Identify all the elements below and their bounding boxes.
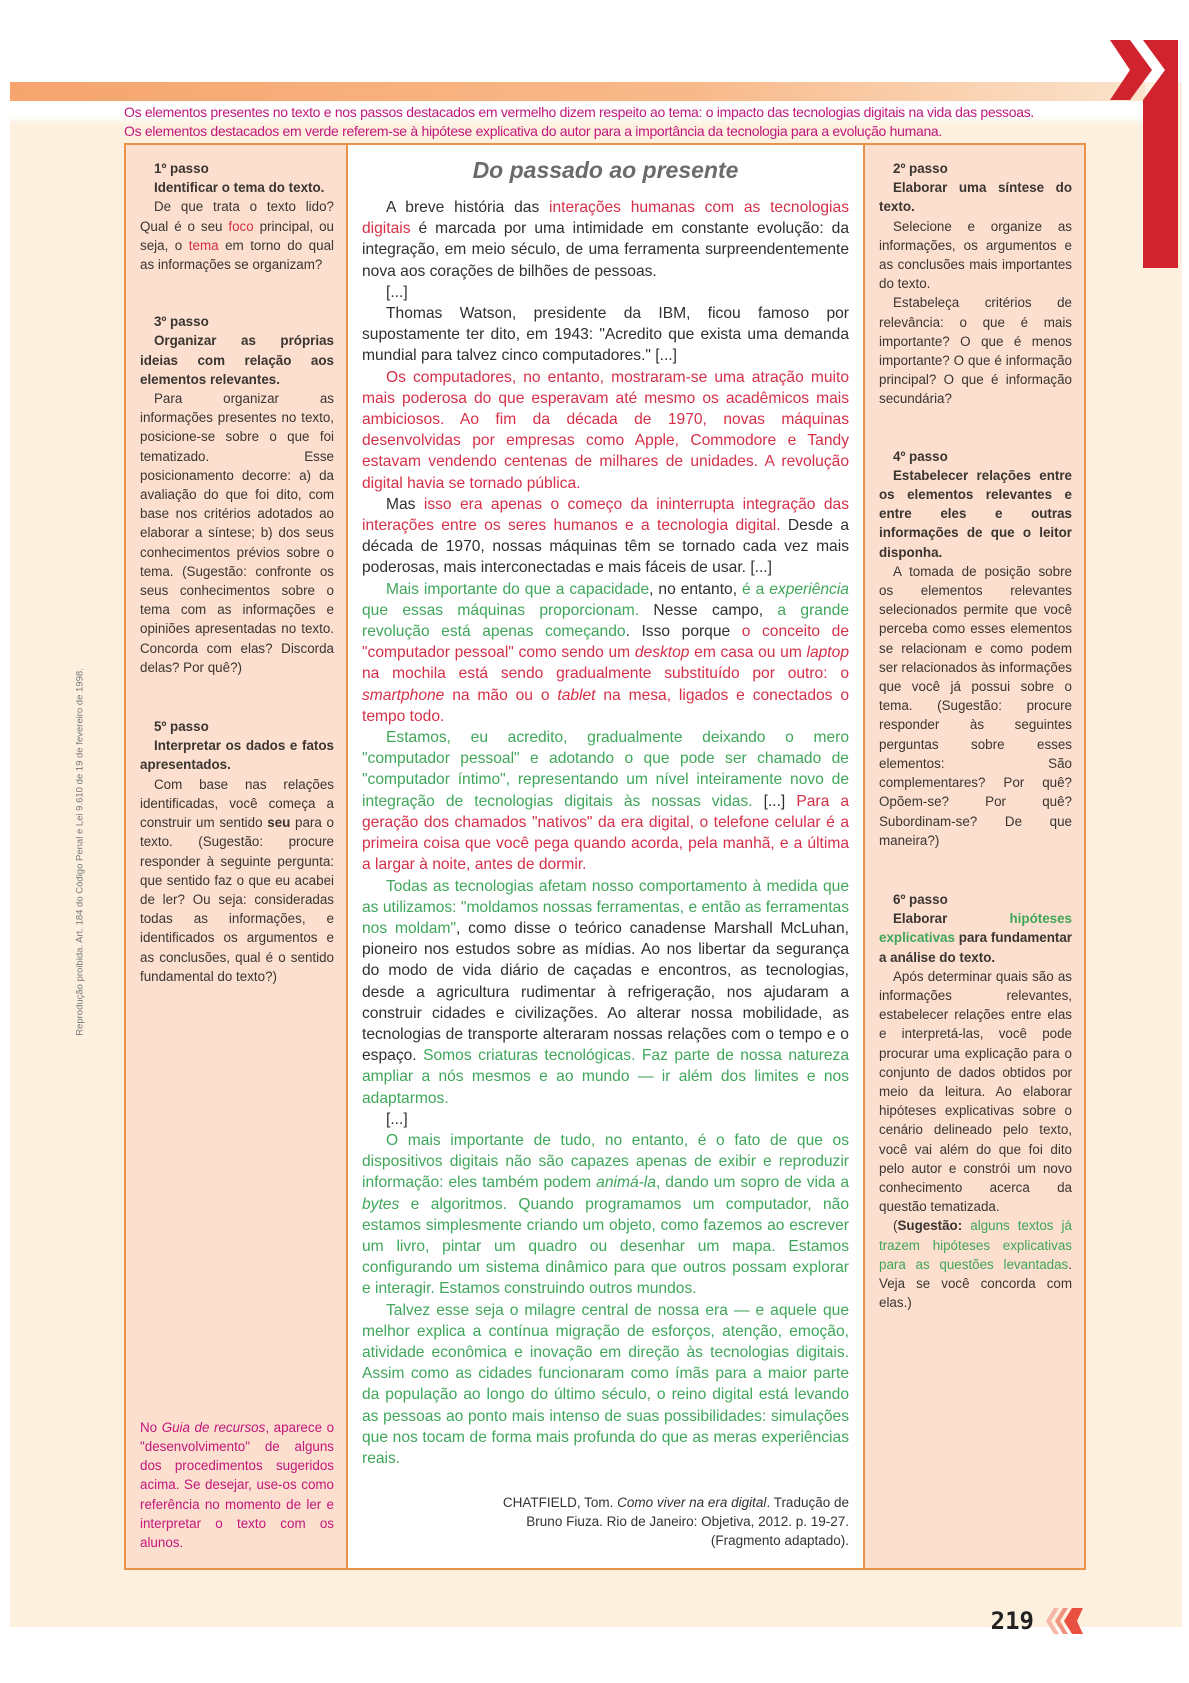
text-segment: Para a geração dos chamados "nativos" da era digital, o telefone celular é a primeira coisa que você pega quando acorda, pela manhã, e a última a largar à noite, antes de dormir. [362, 792, 849, 874]
right-steps-column [863, 145, 1084, 1568]
header-note-line-1: Os elementos presentes no texto e nos passos destacados em vermelho dizem respeito ao tema: o impacto das tecnologias digitais na vida das pessoas. [124, 104, 1034, 120]
step-body [140, 197, 334, 274]
step-body [879, 967, 1072, 1217]
step-1 [140, 159, 334, 274]
text-segment: a grande revolução está apenas começando [362, 601, 849, 641]
chapter-tab-icon [1110, 40, 1182, 270]
text-segment: . Veja se você concorda com elas.) [879, 1256, 1072, 1311]
step-title [140, 331, 334, 389]
text-segment: Sugestão: [897, 1218, 963, 1234]
text-segment: Talvez esse seja o milagre central de nossa era — e aquele que melhor explica a contínua migração de esforços, atenção, emoção, atividade econômica e inovação em direção às tecnologias digitais. Assim como as cidades funcionaram como ímãs para a maior parte da população ao longo do último século, o reino digital está levando as pessoas ao ponto mais intenso de suas possibilidades: simulações que nos tocam de forma mais profunda do que as meras experiências reais. [362, 1301, 849, 1467]
text-segment: [...] [386, 1110, 408, 1128]
text-segment: CHATFIELD, Tom. [502, 1495, 618, 1511]
text-paragraph [362, 1109, 849, 1130]
text-segment: smartphone [362, 686, 445, 704]
step-title [879, 178, 1072, 216]
text-segment: Identificar o tema do texto. [154, 180, 325, 196]
text-segment: Para organizar as informações presentes no texto, posicione-se sobre o que foi tematizado. Esse posicionamento decorre: a) da avaliação do que foi dito, com base nos critérios adotados ao elaborar a síntese; b) dos seus conhecimentos prévios sobre o tema. (Sugestão: confronte os seus conhecimentos sobre o tema com as informações e opiniões apresentadas no texto. Concorda com elas? Discorda delas? Por quê?) [140, 391, 334, 675]
text-segment: desktop [634, 644, 690, 662]
text-title: Do passado ao presente [472, 157, 739, 183]
step-body [879, 562, 1072, 850]
text-segment: Organizar as próprias ideias com relação aos elementos relevantes. [140, 333, 334, 387]
text-segment: O mais importante de tudo, no entanto, é o fato de que os dispositivos digitais não são capazes apenas de exibir e reproduzir informação: eles também podem [362, 1131, 849, 1192]
step-body [140, 775, 334, 986]
teacher-note [140, 1388, 334, 1552]
text-segment: é a [742, 580, 770, 598]
step-title [879, 466, 1072, 562]
top-color-bar [10, 82, 1145, 101]
text-segment: experiência [769, 580, 849, 598]
step-label: 4º passo [893, 448, 948, 464]
text-segment: Elaborar uma síntese do texto. [879, 180, 1072, 215]
step-3 [140, 312, 334, 677]
text-segment: bytes [362, 1195, 400, 1213]
text-segment: Somos criaturas tecnológicas. Faz parte de nossa natureza ampliar a nós mesmos e ao mundo — ir além dos limites e nos adaptarmos. [362, 1047, 849, 1107]
text-body [362, 197, 849, 1469]
text-segment: laptop [806, 644, 849, 662]
citation [429, 1493, 849, 1550]
header-note [124, 103, 1134, 141]
text-segment: , dando um sopro de vida a [655, 1174, 850, 1192]
text-segment: Selecione e organize as informações, os argumentos e as conclusões mais importantes do texto. [879, 218, 1072, 292]
text-segment: . Isso porque [625, 623, 742, 641]
step-body [879, 217, 1072, 294]
text-segment: o conceito de "computador pessoal" como sendo um [362, 623, 849, 662]
text-segment: e algoritmos. Quando programamos um computador, não estamos simplesmente criando um objeto, como fazemos ao escrever um livro, pintar um quadro ou desenhar um mapa. Estamos configurando um sistema dinâmico para que outros possam explorar e interagir. Estamos construindo outros mundos. [362, 1195, 849, 1298]
text-segment: é marcada por uma intimidade em constante evolução: da integração, em meio século, de uma ferramenta surpreendentemente nova aos corações de bilhões de pessoas. [362, 220, 849, 280]
text-segment: , como disse o teórico canadense Marshall McLuhan, pioneiro nos estudos sobre as mídias. Ao nos libertar da segurança do modo de vida diário de caçadas e encontros, as tecnologias, desde a agricultura rudimentar à refrigeração, nos ajudaram a construir cidades e civilizações. Ao alterar nossa mobilidade, as tecnologias de transporte alteraram nossas relações com o tempo e o espaço. [362, 919, 849, 1065]
text-segment: Estamos, eu acredito, gradualmente deixando o mero "computador pessoal" e adotando o que pode ser chamado de "computador íntimo", representando um nível inteiramente novo de integração de tecnologias digitais às nossas vidas. [362, 729, 849, 810]
chevron-left-icon [1044, 1606, 1084, 1636]
text-segment: Interpretar os dados e fatos apresentados. [140, 738, 334, 773]
page-number: 219 [990, 1607, 1034, 1636]
step-4 [879, 447, 1072, 850]
step-body [140, 389, 334, 677]
step-6 [879, 890, 1072, 1312]
text-segment: tema [188, 237, 219, 253]
text-paragraph [362, 1130, 849, 1300]
text-segment: Os computadores, no entanto, mostraram-se uma atração muito mais poderosa do que esperavam até mesmo os acadêmicos mais ambiciosos. Ao fim da década de 1970, novas máquinas desenvolvidas por empresas como Apple, Commodore e Tandy estavam vendendo centenas de milhares de unidades. A revolução digital havia se tornado pública. [362, 368, 849, 492]
text-segment: Mais importante do que a capacidade [386, 580, 650, 598]
left-steps-column [126, 145, 348, 1568]
text-segment: Thomas Watson, presidente da IBM, ficou famoso por supostamente ter dito, em 1943: "Acredito que exista uma demanda mundial para talvez cinco computadores." [...] [362, 305, 849, 365]
text-paragraph [362, 282, 849, 303]
text-segment: , aparece o "desenvolvimento" de alguns dos procedimentos sugeridos acima. Se desejar, use-os como referência no momento de ler e interpretar o texto com os alunos. [140, 1419, 335, 1550]
copyright-notice: Reprodução proibida. Art. 184 do Código Penal e Lei 9.610 de 19 de fevereiro de 1998. [74, 668, 86, 1036]
text-segment: Estabelecer relações entre os elementos relevantes e entre eles e outras informações de que o leitor disponha. [879, 467, 1072, 560]
text-segment: Todas as tecnologias afetam nosso comportamento à medida que as utilizamos: "moldamos nossas ferramentas, e então as ferramentas nos moldam" [362, 877, 849, 937]
text-segment: Nesse campo, [639, 601, 778, 619]
text-segment: tablet [557, 686, 596, 704]
text-segment: para o texto. (Sugestão: procure responder à seguinte pergunta: que sentido faz o que eu acabei de ler? Ou seja: consideradas todas as informações, e identificados os argumentos e as conclusões, qual é o sentido fundamental do texto?) [140, 815, 334, 984]
step-label: 2º passo [893, 161, 948, 176]
text-segment: De que trata o texto lido? Qual é o seu [140, 199, 334, 234]
text-segment: No [140, 1419, 162, 1435]
text-segment: A breve história das [386, 199, 550, 216]
text-segment: Guia de recursos [161, 1419, 266, 1435]
text-segment: alguns textos já trazem hipóteses explicativas para as questões levantadas [879, 1218, 1072, 1272]
text-segment: Mas [386, 495, 424, 513]
text-segment: em torno do qual as informações se organizam? [140, 237, 334, 273]
text-segment: na mesa, ligados e conectados o tempo todo. [362, 686, 849, 725]
text-segment: na mochila está sendo gradualmente substituído por outro: o [362, 665, 849, 683]
text-paragraph [362, 197, 849, 282]
text-segment: principal, ou seja, o [140, 218, 334, 253]
reading-activity-box [124, 143, 1086, 1570]
step-body [879, 1216, 1072, 1312]
text-segment: [...] [752, 792, 797, 810]
step-title [140, 178, 334, 197]
text-segment: ( [893, 1218, 898, 1234]
step-label: 5º passo [154, 719, 209, 735]
header-note-line-2: Os elementos destacados em verde referem-se à hipótese explicativa do autor para a importância da tecnologia para a evolução humana. [124, 123, 943, 139]
text-segment: . Tradução de Bruno Fiuza. Rio de Janeiro: Objetiva, 2012. p. 19-27. (Fragmento adaptado). [526, 1495, 849, 1549]
step-label: 6º passo [893, 891, 948, 907]
page-layout [124, 143, 1086, 1636]
text-segment: para fundamentar a análise do texto. [879, 930, 1072, 965]
text-paragraph [362, 303, 849, 367]
text-segment: Estabeleça critérios de relevância: o que é mais importante? O que é menos importante? O que é informação principal? O que é informação secundária? [879, 295, 1072, 407]
text-segment: foco [228, 218, 254, 234]
text-column [348, 145, 863, 1568]
step-label: 1º passo [154, 161, 209, 176]
step-title [140, 736, 334, 774]
text-segment: Elaborar [893, 911, 1010, 927]
text-paragraph [362, 579, 849, 727]
step-label: 3º passo [154, 314, 209, 330]
text-segment: isso era apenas o começo da ininterrupta integração das interações entre os seres humanos e a tecnologia digital. [362, 495, 850, 535]
page-footer [124, 1606, 1086, 1636]
step-title [879, 909, 1072, 967]
text-segment: Como viver na era digital [617, 1495, 767, 1511]
text-paragraph [362, 494, 849, 579]
text-segment: interações humanas com as tecnologias digitais [362, 199, 849, 238]
text-paragraph [362, 367, 849, 494]
text-segment: em casa ou um [689, 644, 807, 662]
text-segment: Com base nas relações identificadas, você começa a construir um sentido [140, 776, 334, 831]
text-segment: hipóteses explicativas [879, 911, 1072, 946]
text-segment: que essas máquinas proporcionam. [362, 601, 640, 619]
text-segment: , no entanto, [649, 580, 742, 598]
text-paragraph [362, 1300, 849, 1470]
text-segment: Após determinar quais são as informações relevantes, estabelecer relações entre elas e interpretá-las, você pode procurar uma explicação para o conjunto de dados obtidos por meio da leitura. Ao elaborar hipóteses explicativas sobre o cenário delineado pelo texto, você vai além do que foi dito pelo autor e constrói um novo conhecimento acerca da questão tematizada. [879, 968, 1072, 1215]
text-segment: [...] [386, 283, 408, 301]
text-paragraph [362, 727, 849, 875]
text-segment: animá-la [596, 1174, 656, 1192]
step-5 [140, 717, 334, 986]
text-paragraph [362, 876, 849, 1109]
text-segment: na mão ou o [444, 686, 558, 704]
text-segment: A tomada de posição sobre os elementos relevantes selecionados permite que você perceba como esses elementos se relacionam e como podem ser relacionados às informações que você já possui sobre o tema. (Sugestão: procure responder às seguintes perguntas sobre esses elementos: São complementares? Por quê? Opõem-se? Por quê? Subordinam-se? De que maneira?) [879, 563, 1072, 848]
step-2 [879, 159, 1072, 409]
text-segment: seu [267, 815, 291, 831]
step-body [879, 293, 1072, 408]
text-segment: Desde a década de 1970, nossas máquinas têm se tornado cada vez mais poderosas, mais interconectadas e mais fáceis de usar. [...] [362, 517, 849, 577]
